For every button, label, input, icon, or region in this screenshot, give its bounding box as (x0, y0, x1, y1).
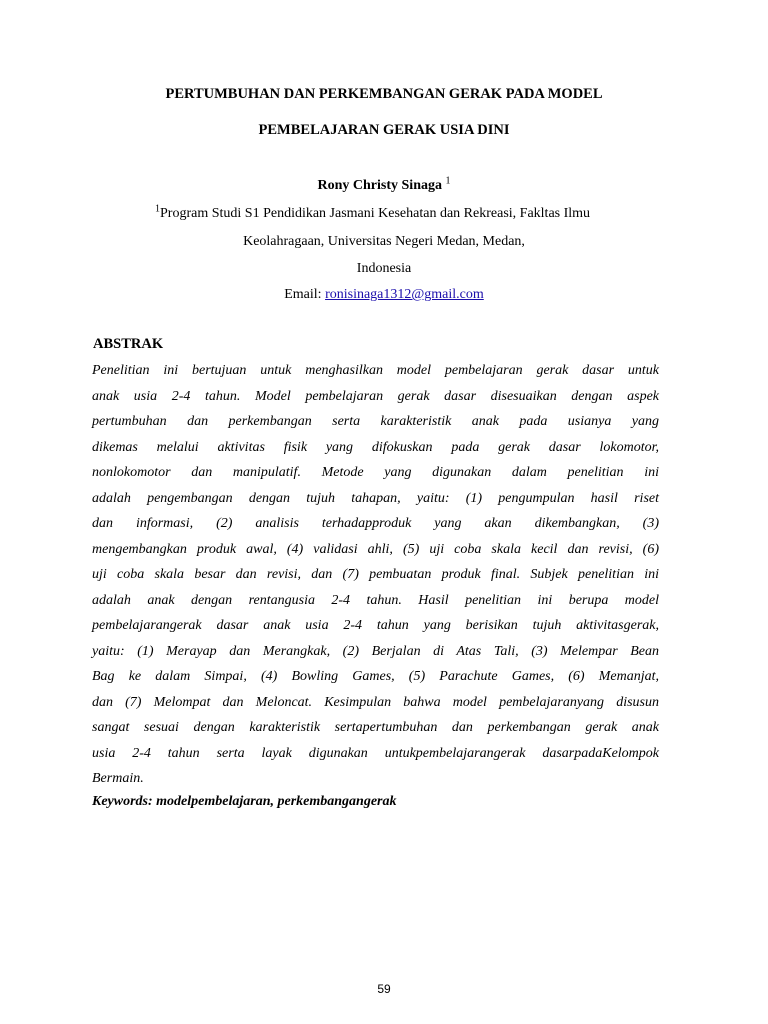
abstract-line: usia 2-4 tahun serta layak digunakan untukpembelajarangerak dasarpadaKelompok (92, 745, 659, 761)
abstract-line: Bermain. (92, 771, 144, 786)
page-number: 59 (377, 982, 391, 996)
abstract-line: nonlokomotor dan manipulatif. Metode yang digunakan dalam penelitian ini (92, 465, 659, 480)
paper-title-line-1: PERTUMBUHAN DAN PERKEMBANGAN GERAK PADA MODEL (165, 86, 603, 102)
keywords-line: Keywords: modelpembelajaran, perkembangangerak (92, 794, 397, 809)
affiliation-line-2: Keolahragaan, Universitas Negeri Medan, Medan, (243, 234, 525, 249)
abstract-line: dikemas melalui aktivitas fisik yang difokuskan pada gerak dasar lokomotor, (92, 439, 659, 455)
author-line (0, 175, 768, 194)
abstract-line: sangat sesuai dengan karakteristik sertapertumbuhan dan perkembangan gerak anak (92, 720, 659, 735)
abstract-heading: ABSTRAK (93, 336, 164, 352)
abstract-line: uji coba skala besar dan revisi, dan (7) pembuatan produk final. Subjek penelitian ini (92, 567, 659, 582)
abstract-line: anak usia 2-4 tahun. Model pembelajaran gerak dasar disesuaikan dengan aspek (92, 388, 659, 404)
abstract-body (92, 358, 659, 792)
abstract-line: dan (7) Melompat dan Meloncat. Kesimpulan bahwa model pembelajaranyang disusun (92, 694, 659, 710)
abstract-line: Bag ke dalam Simpai, (4) Bowling Games, (5) Parachute Games, (6) Memanjat, (92, 669, 659, 684)
abstract-line: adalah pengembangan dengan tujuh tahapan, yaitu: (1) pengumpulan hasil riset (92, 490, 659, 506)
affiliation-line-1 (155, 203, 591, 222)
paper-title-line-2: PEMBELAJARAN GERAK USIA DINI (258, 122, 510, 138)
author-superscript: 1 (445, 175, 451, 187)
affiliation-line-3: Indonesia (356, 261, 412, 276)
abstract-line: yaitu: (1) Merayap dan Merangkak, (2) Berjalan di Atas Tali, (3) Melempar Bean (92, 643, 659, 659)
abstract-line: pembelajarangerak dasar anak usia 2-4 tahun yang berisikan tujuh aktivitasgerak, (92, 618, 659, 633)
abstract-line: pertumbuhan dan perkembangan serta karakteristik anak pada usianya yang (92, 414, 659, 429)
email-line (0, 287, 768, 303)
abstract-line: mengembangkan produk awal, (4) validasi ahli, (5) uji coba skala kecil dan revisi, (6) (92, 541, 659, 557)
abstract-line: Penelitian ini bertujuan untuk menghasilkan model pembelajaran gerak dasar untuk (92, 363, 659, 378)
abstract-line: dan informasi, (2) analisis terhadapproduk yang akan dikembangkan, (3) (92, 516, 659, 531)
email-label: Email: (284, 287, 326, 302)
affiliation-text-1: Program Studi S1 Pendidikan Jasmani Kesehatan dan Rekreasi, Fakltas Ilmu (160, 206, 591, 221)
email-link[interactable]: ronisinaga1312@gmail.com (325, 287, 484, 302)
affiliation-superscript: 1 (155, 203, 160, 215)
abstract-line: adalah anak dengan rentangusia 2-4 tahun. Hasil penelitian ini berupa model (92, 592, 659, 608)
author-name: Rony Christy Sinaga (317, 178, 442, 193)
